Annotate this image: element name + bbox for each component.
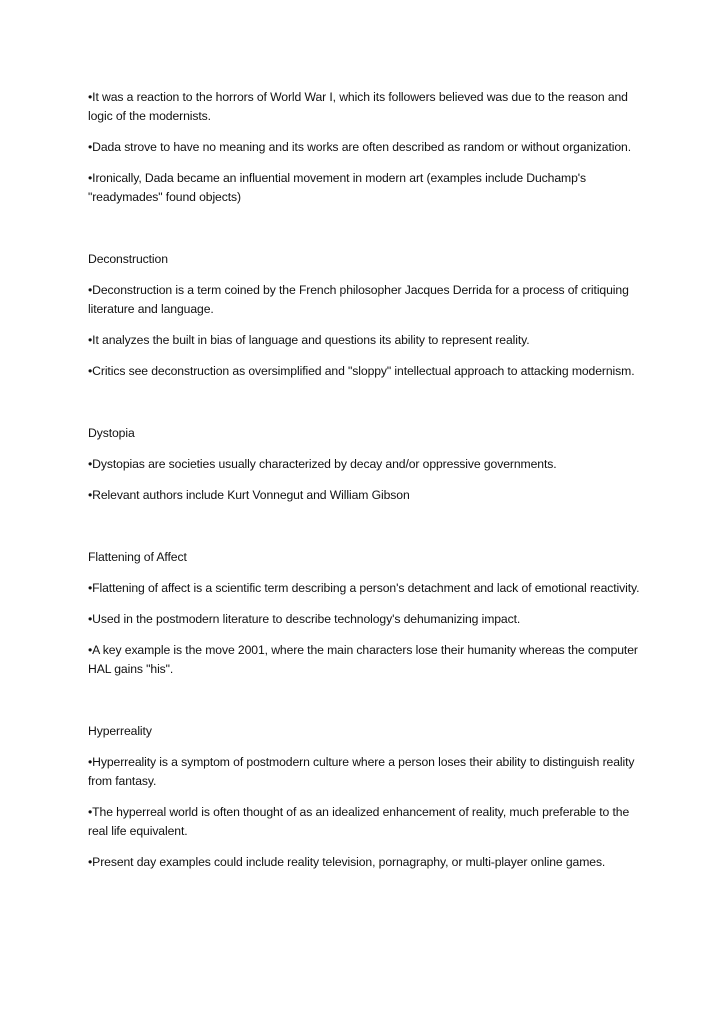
section-heading: Hyperreality — [88, 724, 152, 738]
document-page — [88, 88, 648, 884]
bullet-paragraph: •Critics see deconstruction as oversimplified and "sloppy" intellectual approach to attacking modernism. — [88, 364, 635, 378]
section-heading: Deconstruction — [88, 252, 168, 266]
section-hyperreality — [88, 722, 648, 872]
section-spacer — [88, 517, 648, 548]
section-spacer — [88, 691, 648, 722]
bullet-paragraph: •Relevant authors include Kurt Vonnegut and William Gibson — [88, 488, 410, 502]
section-spacer — [88, 219, 648, 250]
bullet-paragraph: •Dada strove to have no meaning and its works are often described as random or without organization. — [88, 140, 632, 154]
section-heading: Dystopia — [88, 426, 135, 440]
bullet-paragraph: •Used in the postmodern literature to describe technology's dehumanizing impact. — [88, 612, 521, 626]
bullet-paragraph: •Ironically, Dada became an influential movement in modern art (examples include Duchamp's "readymades" found objects) — [88, 171, 586, 204]
bullet-paragraph: •Present day examples could include reality television, pornagraphy, or multi-player online games. — [88, 855, 606, 869]
section-dystopia — [88, 424, 648, 505]
bullet-paragraph: •A key example is the move 2001, where the main characters lose their humanity whereas the computer HAL gains "his". — [88, 643, 638, 676]
bullet-paragraph: •Deconstruction is a term coined by the French philosopher Jacques Derrida for a process of critiquing literature and language. — [88, 283, 629, 316]
section-flattening-of-affect — [88, 548, 648, 679]
section-spacer — [88, 393, 648, 424]
bullet-paragraph: •Flattening of affect is a scientific term describing a person's detachment and lack of emotional reactivity. — [88, 581, 640, 595]
section-heading: Flattening of Affect — [88, 550, 187, 564]
bullet-paragraph: •The hyperreal world is often thought of as an idealized enhancement of reality, much preferable to the real life equivalent. — [88, 805, 630, 838]
intro-section — [88, 88, 648, 207]
bullet-paragraph: •It analyzes the built in bias of language and questions its ability to represent reality. — [88, 333, 530, 347]
bullet-paragraph: •Hyperreality is a symptom of postmodern culture where a person loses their ability to distinguish reality from fantasy. — [88, 755, 635, 788]
section-deconstruction — [88, 250, 648, 381]
bullet-paragraph: •Dystopias are societies usually characterized by decay and/or oppressive governments. — [88, 457, 557, 471]
bullet-paragraph: •It was a reaction to the horrors of World War I, which its followers believed was due to the reason and logic of the modernists. — [88, 90, 628, 123]
